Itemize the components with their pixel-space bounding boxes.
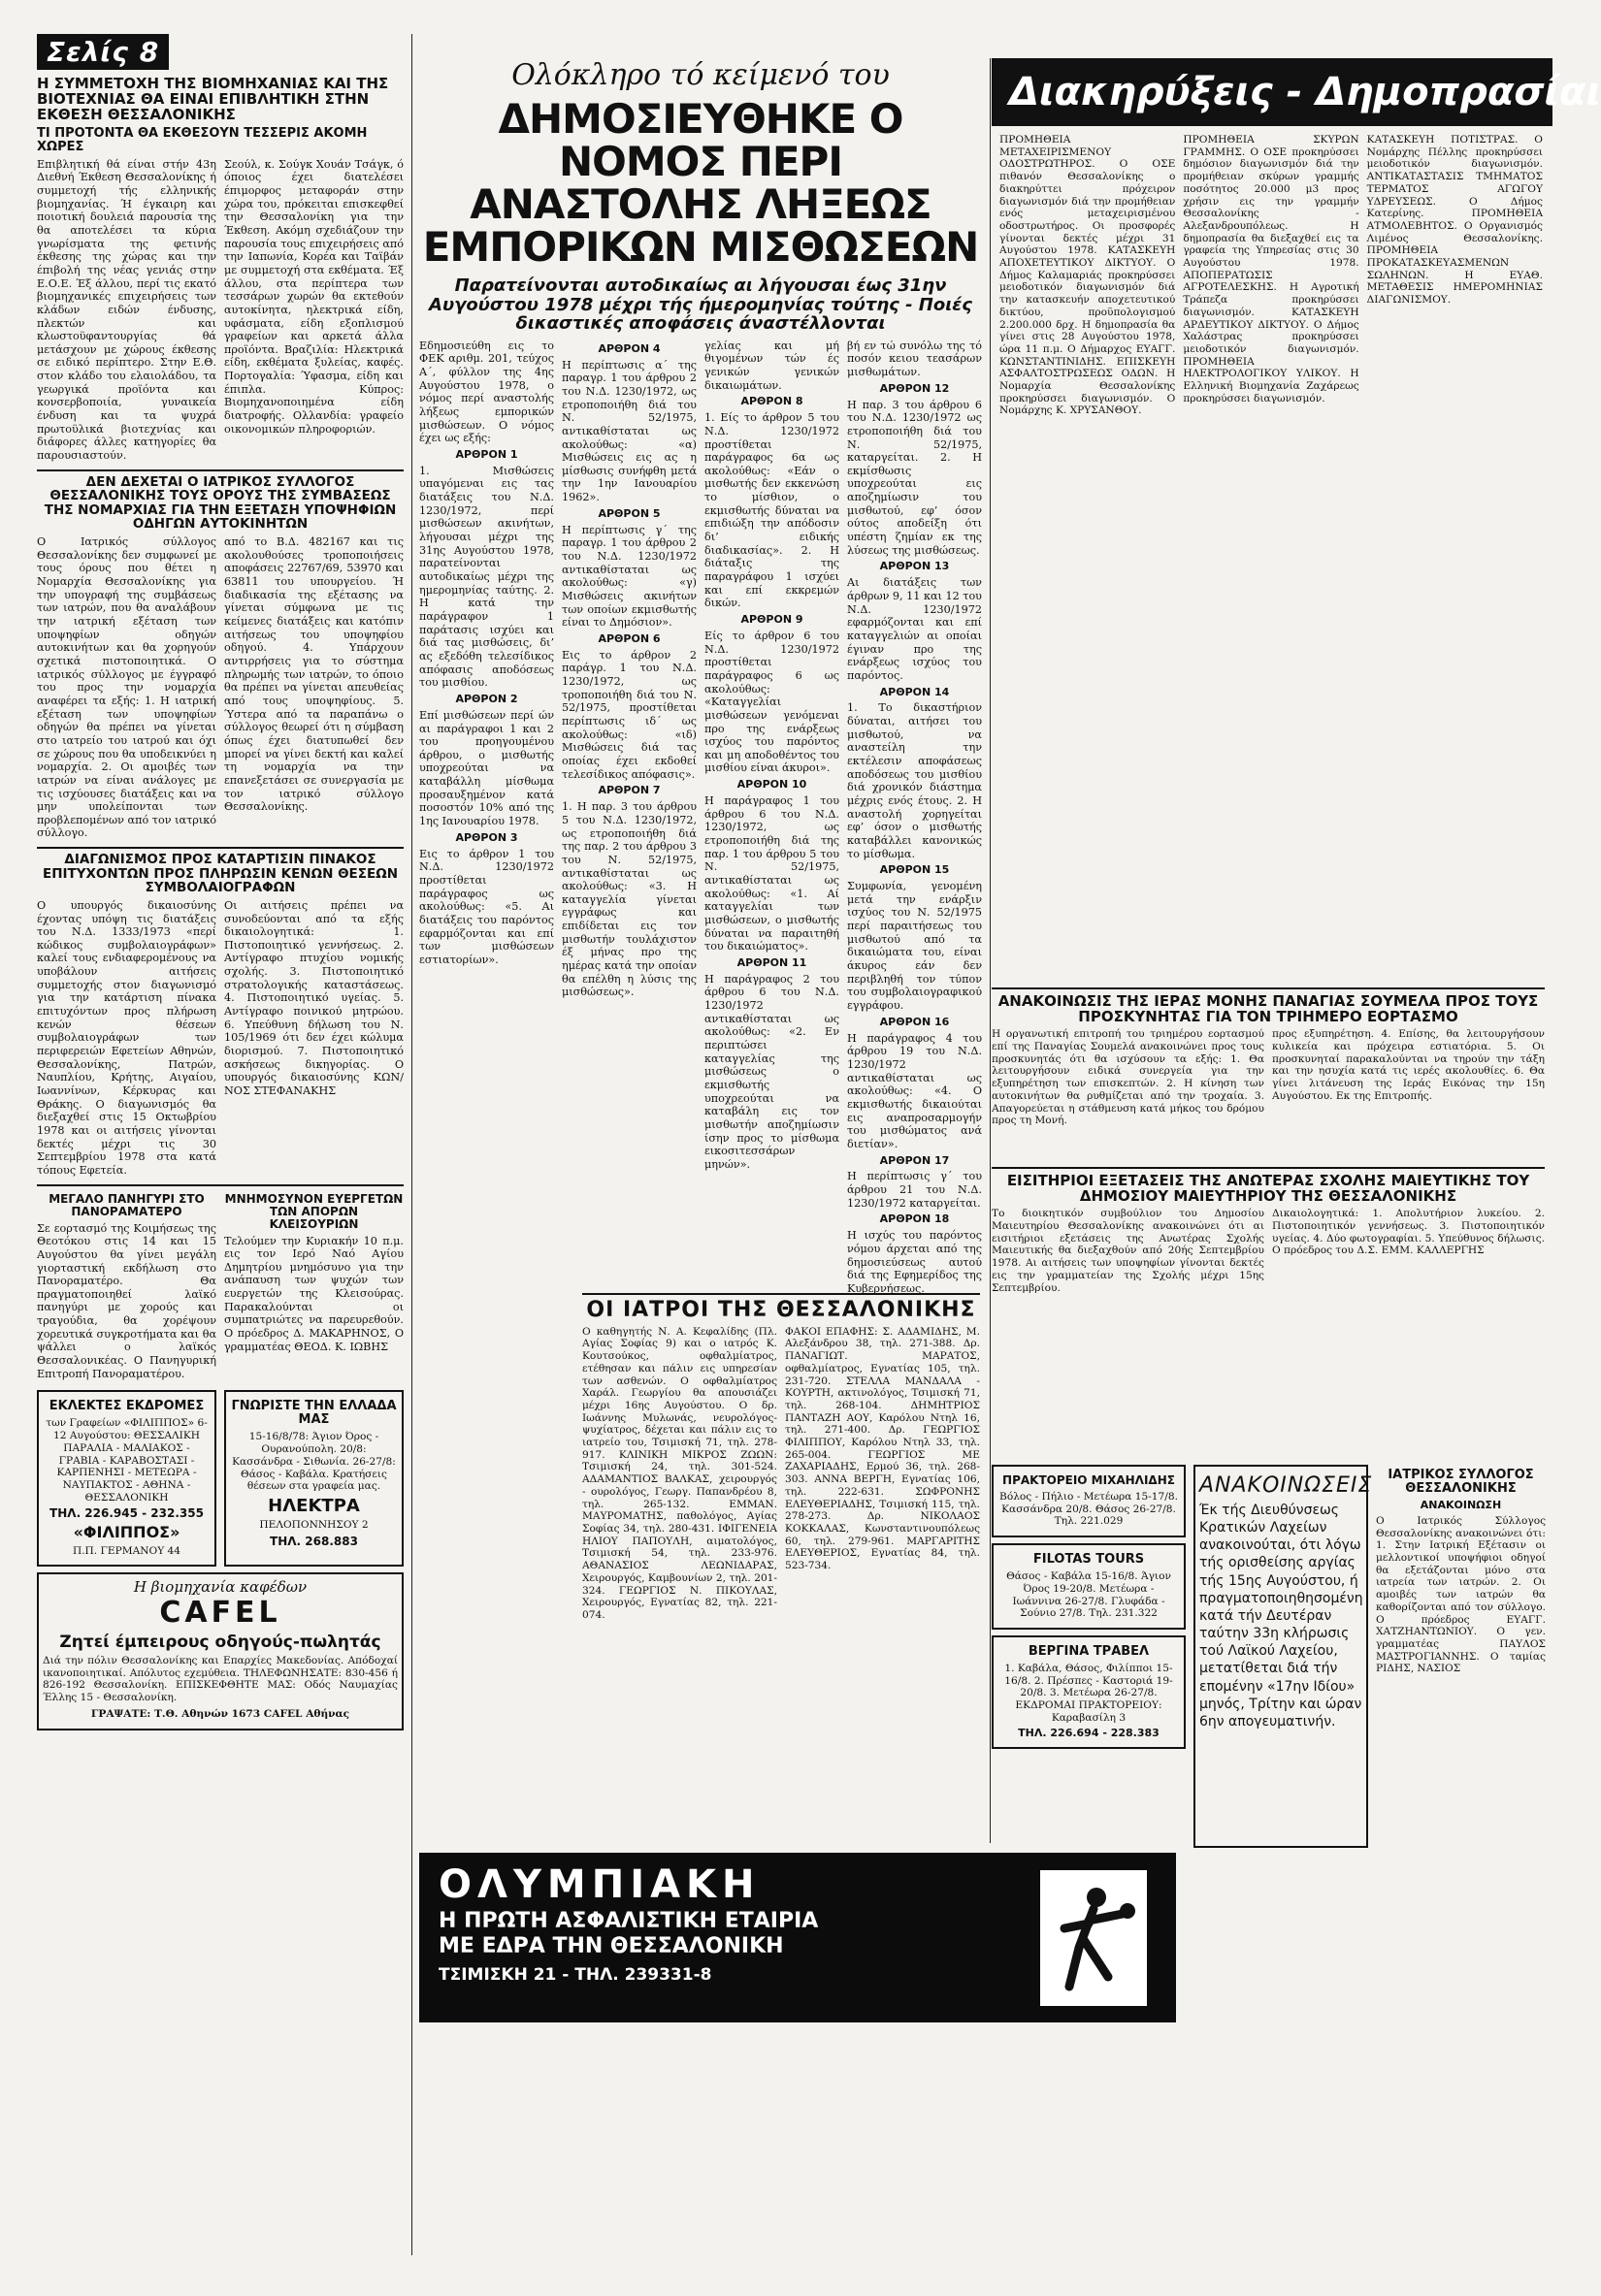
article-5-heading: ΑΡΘΡΟΝ 5 bbox=[598, 506, 661, 520]
olympiaki-address: ΤΣΙΜΙΣΚΗ 21 - ΤΗΛ. 239331-8 bbox=[439, 1964, 712, 1985]
olympiaki-line1: Η ΠΡΩΤΗ ΑΣΦΑΛΙΣΤΙΚΗ ΕΤΑΙΡΙΑ bbox=[439, 1909, 819, 1934]
notices-col3: ΚΑΤΑΣΚΕΥΗ ΠΟΤΙΣΤΡΑΣ. Ο Νομάρχης Πέλλης προκηρύσσει μειοδοτικόν διαγωνισμόν. ΑΝΤΙΚΑΤΑΣΤΑΣΙΣ ΤΜΗΜΑΤΟΣ ΤΕΡΜΑΤΟΣ ΑΓΩΓΟΥ ΥΔΡΕΥΣΕΩΣ. Ο Δήμος Κατερίνης. ΠΡΟΜΗΘΕΙΑ ΑΤΜΟΛΕΒΗΤΟΣ. Ο Οργανισμός Λιμένος Θεσσαλονίκης. ΠΡΟΜΗΘΕΙΑ ΠΡΟΚΑΤΑΣΚΕΥΑΣΜΕΝΩΝ ΣΩΛΗΝΩΝ. Η ΕΥΑΘ. ΜΕΤΑΘΕΣΙΣ ΗΜΕΡΟΜΗΝΙΑΣ ΔΙΑΓΩΝΙΣΜΟΥ. bbox=[1366, 134, 1543, 307]
article-14-heading: ΑΡΘΡΟΝ 14 bbox=[879, 685, 950, 698]
industry-article-col2: Σεούλ, κ. Σούγκ Χουάν Τσάγκ, ό όποιος έχει διατελέσει έπιμορφος μεταφοράν στην χώρα του, πρόκειται επισκεφθεί την Θεσσαλονίκη για την Έκθεση. Ακόμη σχεδιάζουν την παρουσία τους επιχειρήσεις από την Ιαπωνία, Κορέα και Ταϊβάν με συμμετοχή στα εκθέματα. Έξ άλλου, στα περίπτερα των τεσσάρων χωρών θα εκτεθούν αυτοκίνητα, ηλεκτρικά είδη, υφάσματα, είδη εξοπλισμού γραφείων και αρκετά άλλα προϊόντα. Βραζιλία: Ηλεκτρικά είδη, εκθέματα ξυλείας, καφές. Πορτογαλία: Ύφασμα, είδη και έπιπλα. Κύπρος: Βιομηχανοποιημένα είδη διατροφής. Ολλανδία: γραφείο οικονομικών πληροφοριών. bbox=[224, 157, 404, 436]
article-1-heading: ΑΡΘΡΟΝ 1 bbox=[455, 447, 518, 461]
travel-ad-3 bbox=[992, 1635, 1186, 1749]
law-body-col3 bbox=[704, 340, 839, 1300]
article-17-text: Η περίπτωσις γ΄ του άρθρου 21 του Ν.Δ. 1230/1972 καταργείται. bbox=[847, 1170, 982, 1210]
travel-ad-3-name: ΒΕΡΓΙΝΑ ΤΡΑΒΕΛ bbox=[1028, 1643, 1150, 1659]
travel-ad-1-name: ΠΡΑΚΤΟΡΕΙΟ ΜΙΧΑΗΛΙΔΗΣ bbox=[1002, 1473, 1175, 1487]
article-12-heading: ΑΡΘΡΟΝ 12 bbox=[879, 381, 950, 395]
memorial-headline: ΜΝΗΜΟΣΥΝΟΝ ΕΥΕΡΓΕΤΩΝ ΤΩΝ ΑΠΟΡΩΝ ΚΛΕΙΣΟΥΡΙΩΝ bbox=[224, 1191, 404, 1231]
announcements-text: Έκ τής Διευθύνσεως Κρατικών Λαχείων ανακοινούται, ότι λόγω τής ορισθείσης αργίας τής 15ης Αυγούστου, ή πραγματοποιηθησομένη κατά τήν Δευτέραν ταύτην 33η κλήρωσις τού Λαϊκού Λαχείου, μετατίθεται διά τήν επομένην «17ην Ιδίου» μηνός, Τρίτην και ώραν 6ην απογευματινήν. bbox=[1199, 1502, 1363, 1730]
law-title: ΔΗΜΟΣΙΕΥΘΗΚΕ Ο ΝΟΜΟΣ ΠΕΡΙ ΑΝΑΣΤΟΛΗΣ ΛΗΞΕΩΣ ΕΜΠΟΡΙΚΩΝ ΜΙΣΘΩΣΕΩΝ bbox=[422, 95, 979, 272]
article-16-heading: ΑΡΘΡΟΝ 16 bbox=[879, 1015, 950, 1028]
article-6-heading: ΑΡΘΡΟΝ 6 bbox=[598, 631, 661, 645]
article-15-text: Συμφωνία, γενομένη μετά την ενάρξιν ισχύος του Ν. 52/1975 περί παραιτήσεως του μισθωτού από τα δικαιώματα του, είναι άκυρος εάν δεν περιβληθή τον τύπον του συμβολαιογραφικού εγγράφου. bbox=[847, 880, 982, 1013]
doctor-assoc-heading: ΙΑΤΡΙΚΟΣ ΣΥΛΛΟΓΟΣ ΘΕΣΣΑΛΟΝΙΚΗΣ bbox=[1388, 1468, 1534, 1497]
doctors-heading: ΟΙ ΙΑΤΡΟΙ ΤΗΣ ΘΕΣΣΑΛΟΝΙΚΗΣ bbox=[586, 1298, 976, 1322]
announcements-title: ΑΝΑΚΟΙΝΩΣΕΙΣ bbox=[1199, 1473, 1373, 1498]
travel-ad-2 bbox=[992, 1543, 1186, 1630]
law-kicker: Ολόκληρο τό κείμενό του bbox=[511, 58, 890, 92]
article-10-text: Η παράγραφος 1 του άρθρου 6 του Ν.Δ. 1230/1972, ως ετροποποιήθη διά της παρ. 1 του άρθρου 5 του Ν. 52/1975, αντικαθίσταται ως ακολούθως: «1. Αί καταγγελίαι των μισθώσεων, ο μισθωτής δύναται να παραιτηθή του δικαιώματος». bbox=[704, 794, 839, 954]
article-17-heading: ΑΡΘΡΟΝ 17 bbox=[879, 1153, 950, 1167]
doctors-col1: Ο καθηγητής Ν. Α. Κεφαλίδης (Πλ. Αγίας Σοφίας 9) και ο ιατρός Κ. Κουτσούκος, οφθαλμίατρος, ετέθησαν και πάλιν εις υπηρεσίαν των ασθενών. Ο οφθαλμίατρος Χαράλ. Γεωργίου θα απουσιάζει μέχρι 16ης Αυγούστου. Ο δρ. Ιωάννης Μυλωνάς, νευρολόγος-ψυχίατρος, δέχεται και πάλιν εις το ιατρείο του, Τσιμισκή 71, τηλ. 278-917. ΚΛΙΝΙΚΗ ΜΙΚΡΟΣ ΖΩΩΝ: Τσιμισκή 24, τηλ. 301-524. ΑΔΑΜΑΝΤΙΟΣ ΒΑΛΚΑΣ, χειρουργός - ουρολόγος, Γεωργ. Παπανδρέου 8, τηλ. 265-132. ΕΜΜΑΝ. ΜΑΥΡΟΜΑΤΗΣ, παθολόγος, Αγίας Σοφίας 34, τηλ. 280-431. ΙΦΙΓΕΝΕΙΑ ΗΛΙΟΥ ΠΑΠΟΥΛΗ, αιματολόγος, Τσιμισκή 54, τηλ. 233-976. ΑΘΑΝΑΣΙΟΣ ΛΕΩΝΙΔΑΡΑΣ, Χειρουργός, Καμβουνίων 2, τηλ. 201-324. ΓΕΩΡΓΙΟΣ Ν. ΠΙΚΟΥΛΑΣ, Χειρουργός, Εγνατίας 82, τηλ. 221-074. bbox=[582, 1325, 777, 1621]
filippos-ad-address: Π.Π. ΓΕΡΜΑΝΟΥ 44 bbox=[72, 1544, 181, 1557]
cafel-brand: CAFEL bbox=[159, 1596, 281, 1631]
article-4-text: Η περίπτωσις α΄ της παραγρ. 1 του άρθρου 2 του Ν.Δ. 1230/1972, ως ετροποποιήθη διά του Ν. 52/1975, αντικαθίσταται ως ακολούθως: «α) Μισθώσεις εις ας η μίσθωσις συνήφθη μετά την 1ην Ιανουαρίου 1962». bbox=[562, 358, 697, 504]
exams-col1: Το διοικητικόν συμβούλιον του Δημοσίου Μαιευτηρίου Θεσσαλονίκης ανακοινώνει ότι αι εισιτήριοι εξετάσεις της Ανωτέρας Σχολής Μαιευτικής θα διεξαχθούν από 20ής Σεπτεμβρίου 1978. Αι αιτήσεις των υποψηφίων γίνονται δεκτές εις την γραμματείαν της Σχολής μέχρι 15ης Σεπτεμβρίου. bbox=[992, 1208, 1264, 1294]
article-7-heading: ΑΡΘΡΟΝ 7 bbox=[598, 784, 661, 797]
travel-ad-3-text: 1. Καβάλα, Θάσος, Φιλίπποι 15-16/8. 2. Πρέσπες - Καστοριά 19-20/8. 3. Μετέωρα 26-27/8. ΕΚΔΡΟΜΑΙ ΠΡΑΚΤΟΡΕΙΟΥ: Καραβασίλη 3 bbox=[1004, 1662, 1173, 1724]
medical-assoc-col2: από το Β.Δ. 482167 και τις ακολουθούσες τροποποιήσεις αποφάσεις 22767/69, 53970 και 63811 του υπουργείου. Ή διαδικασία της εξέτασης να γίνεται σύμφωνα με τις κείμενες διατάξεις και κατόπιν αιτήσεως του υποψηφίου οδηγού. 4. Υπάρχουν αντιρρήσεις για το σύστημα πληρωμής των ιατρών, το όποιο θα πρέπει να γίνεται απευθείας από τους υποψηφίους. 5. Ύστερα από τα παραπάνω ο σύλλογος θεωρεί ότι η σύμβαση όπως έχει διατυπωθεί δεν μπορεί να γίνει δεκτή και καλεί τη νομαρχία να την επανεξετάσει σε συνεργασία με τον ιατρικό σύλλογο Θεσσαλονίκης. bbox=[224, 535, 404, 814]
article-13-text: Αι διατάξεις των άρθρων 9, 11 και 12 του Ν.Δ. 1230/1972 εφαρμόζονται και επί καταγγελιών αι οποίαι έγιναν προ της ενάρξεως ισχύος του παρόντος. bbox=[847, 576, 982, 682]
olympiaki-ad bbox=[419, 1853, 1176, 2022]
article-2-heading: ΑΡΘΡΟΝ 2 bbox=[455, 692, 518, 705]
cafel-ad-footer: ΓΡΑΨΑΤΕ: Τ.Θ. Αθηνών 1673 CAFEL Αθήνας bbox=[90, 1707, 350, 1720]
industry-subheadline: ΤΙ ΠΡΟΤΟΝΤΑ ΘΑ ΕΚΘΕΣΟΥΝ ΤΕΣΣΕΡΙΣ ΑΚΟΜΗ ΧΩΡΕΣ bbox=[37, 125, 368, 154]
doctor-assoc-notice bbox=[1376, 1465, 1546, 2241]
filippos-ad-tel: ΤΗΛ. 226.945 - 232.355 bbox=[49, 1506, 204, 1521]
article-8-text: 1. Είς το άρθρον 5 του Ν.Δ. 1230/1972 προστίθεται παράγραφος 6α ως ακολούθως: «Εάν ο μισθωτής δεν εκκενώση το μίσθιον, ο εκμισθωτής δύναται να επιδιώξη την απόδοσιν δι’ ειδικής διαδικασίας». 2. Η διάταξις της παραγράφου 1 ισχύει και επί εκκρεμών δικών. bbox=[704, 411, 839, 610]
article-2-text: Επί μισθώσεων περί ών αι παράγραφοι 1 και 2 του προηγουμένου άρθρου, ο μισθωτής υποχρεούται να καταβάλλη μίσθωμα προσαυξημένον κατά ποσοστόν 10% από της 1ης Ιανουαρίου 1978. bbox=[419, 708, 554, 828]
discus-thrower-icon bbox=[1040, 1870, 1147, 2006]
law-col4-lead: βή εν τώ συνόλω της τό ποσόν κειου τεασάρων μισθωμάτων. bbox=[847, 339, 982, 378]
medical-assoc-headline: ΔΕΝ ΔΕΧΕΤΑΙ Ο ΙΑΤΡΙΚΟΣ ΣΥΛΛΟΓΟΣ ΘΕΣΣΑΛΟΝΙΚΗΣ ΤΟΥΣ ΟΡΟΥΣ ΤΗΣ ΣΥΜΒΑΣΕΩΣ ΤΗΣ ΝΟΜΑΡΧΙΑΣ ΓΙΑ ΤΗΝ ΕΞΕΤΑΣΗ ΥΠΟΨΗΦΙΩΝ ΟΔΗΓΩΝ ΑΥΤΟΚΙΝΗΤΩΝ bbox=[44, 473, 397, 533]
notary-col2: Οι αιτήσεις πρέπει να συνοδεύονται από τα εξής δικαιολογητικά: 1. Πιστοποιητικό γεννήσεως. 2. Αντίγραφο πτυχίου νομικής σχολής. 3. Πιστοποιητικό στρατολογικής καταστάσεως. 4. Πιστοποιητικό υγείας. 5. Αντίγραφο ποινικού μητρώου. 6. Υπεύθυνη δήλωση του Ν. 105/1969 ότι δεν έχει κώλυμα διορισμού. 7. Πιστοποιητικό ασκήσεως δικηγορίας. Ο υπουργός δικαιοσύνης ΚΩΝ/ΝΟΣ ΣΤΕΦΑΝΑΚΗΣ bbox=[224, 898, 404, 1098]
medical-assoc-article bbox=[37, 535, 404, 844]
ilektra-ad-tel: ΤΗΛ. 268.883 bbox=[270, 1535, 358, 1549]
article-9-heading: ΑΡΘΡΟΝ 9 bbox=[740, 613, 803, 627]
article-12-text: Η παρ. 3 του άρθρου 6 του Ν.Δ. 1230/1972 ως ετροποποιήθη διά του Ν. 52/1975, καταργείται. 2. Η εκμίσθωσις υποχρεούται εις αποζημίωσιν του μισθωτού, εφ’ όσον ούτος αποδείξη ότι υπέστη ζημίαν εκ της λύσεως της μισθώσεως. bbox=[847, 398, 982, 557]
cafel-ad bbox=[37, 1572, 404, 1730]
doctor-assoc-text: Ο Ιατρικός Σύλλογος Θεσσαλονίκης ανακοινώνει ότι: 1. Στην Ιατρική Εξέτασιν οι μελλοντικοί υποψήφιοι οδηγοί θα εξετάζονται μόνο στα ιατρεία των ιατρών. 2. Οι αμοιβές των ιατρών θα καθορίζονται από τον σύλλογο. Ο πρόεδρος ΕΥΑΓΓ. ΧΑΤΖΗΑΝΤΩΝΙΟΥ. Ο γεν. γραμματέας ΠΑΥΛΟΣ ΜΑΣΤΡΟΓΙΑΝΝΗΣ. Ο ταμίας ΡΙΔΗΣ, ΝΑΣΙΟΣ bbox=[1376, 1514, 1546, 1675]
filippos-ad-text: των Γραφείων «ΦΙΛΙΠΠΟΣ» 6-12 Αυγούστου: ΘΕΣΣΑΛΙΚΗ ΠΑΡΑΛΙΑ - ΜΑΛΙΑΚΟΣ - ΓΡΑΒΙΑ - ΚΑΡΑΒΟΣΤΑΣΙ - ΚΑΡΠΕΝΗΣΙ - ΜΕΤΕΩΡΑ - ΝΑΥΠΑΚΤΟΣ - ΑΘΗΝΑ - ΘΕΣΣΑΛΟΝΙΚΗ bbox=[46, 1417, 208, 1504]
cafel-ad-details: Διά την πόλιν Θεσσαλονίκης και Επαρχίες Μακεδονίας. Απόδοχαί ικανοποιητικαί. Απόλυτος εχεμύθεια. ΤΗΛΕΦΩΝΗΣΑΤΕ: 830-456 ή 826-192 Θεσσαλονίκη. ΕΠΙΣΚΕΦΘΗΤΕ ΜΑΣ: Οδός Ναυμαχίας Έλλης 15 - Θεσσαλονίκη. bbox=[43, 1655, 398, 1704]
article-6-text: Εις το άρθρον 2 παράγρ. 1 του Ν.Δ. 1230/1972, ως τροποποιήθη διά του Ν. 52/1975, προστίθεται περίπτωσις ιδ΄ ως ακολούθως: «ιδ) Μισθώσεις διά τας οποίας έχει εκδοθεί τελεσίδικος απόφασις». bbox=[562, 648, 697, 781]
notary-col1: Ο υπουργός δικαιοσύνης έχοντας υπόψη τις διατάξεις του Ν.Δ. 1333/1973 «περί κώδικος συμβολαιογράφων» καλεί τους ενδιαφερομένους να υποβάλουν αιτήσεις συμμετοχής στον διαγωνισμό για την κατάρτιση πίνακα επιτυχόντων προς πλήρωση κενών θέσεων συμβολαιογράφων των περιφερειών Εφετείων Αθηνών, Θεσσαλονίκης, Πατρών, Ναυπλίου, Κρήτης, Αιγαίου, Ιωαννίνων, Κέρκυρας και Θράκης. Ο διαγωνισμός θα διεξαχθεί στις 15 Οκτωβρίου 1978 και οι αιτήσεις γίνονται δεκτές μέχρι τις 30 Σεπτεμβρίου 1978 στα κατά τόπους Εφετεία. bbox=[37, 898, 216, 1177]
article-14-text: 1. Το δικαστήριον δύναται, αιτήσει του μισθωτού, να αναστείλη την εκτέλεσιν αποφάσεως αποδόσεως του μισθίου διά χρονικόν διάστημα μέχρις ενός έτους. 2. Η αναστολή χορηγείται εφ’ όσον ο μισθωτής καταβάλλει κανονικώς το μίσθωμα. bbox=[847, 701, 982, 860]
filippos-ad bbox=[37, 1390, 216, 1567]
page-label: Σελίς 8 bbox=[37, 34, 169, 70]
travel-ad-1-text: Βόλος - Πήλιο - Μετέωρα 15-17/8. Κασσάνδρα 20/8. Θάσος 26-27/8. Τηλ. 221.029 bbox=[999, 1490, 1178, 1528]
law-body bbox=[419, 340, 982, 1300]
notices-banner: Διακηρύξεις - Δημοπρασίαι bbox=[992, 58, 1552, 126]
industry-article-col1: Επιβλητική θά είναι στήν 43η Διεθνή Έκθεση Θεσσαλονίκης ή συμμετοχή τής ελληνικής βιομηχανίας. Ή έγκαιρη και ποιοτική δουλειά παρουσία της θα αποτελέσει τα κύρια γνωρίσματα της φετινής έκθεσης της χώρας και την έπιβολή της νέας γενιάς στην Ε.Ο.Ε. Έξ άλλου, περί τις εκατό βιομηχανικές επιχειρήσεις των κλάδων ειδών ένδυσης, πλεκτών και κλωστοϋφαντουργίας θά μετάσχουν με χώρους έκθεσης σε ειδικό περίπτερο. Στην Ε.Θ. στον κλάδο του ελαιολάδου, τα γεωργικά προϊόντα και κονσερβοποιία, γυναικεία ένδυση και τα ψυχρά πρωτοϋλικά βιοτεχνίας και διάφορες άλλες κατηγορίες θα παρουσιαστούν. bbox=[37, 157, 216, 463]
travel-ad-1 bbox=[992, 1465, 1186, 1537]
travel-ad-2-text: Θάσος - Καβάλα 15-16/8. Άγιον Όρος 19-20/8. Μετέωρα - Ιωάννινα 26-27/8. Γλυφάδα - Σούνιο 27/8. Τηλ. 231.322 bbox=[1006, 1570, 1171, 1620]
law-body-col4 bbox=[847, 340, 982, 1300]
medical-assoc-col1: Ο Ιατρικός σύλλογος Θεσσαλονίκης δεν συμφωνεί με τους όρους που θέτει η Νομαρχία Θεσσαλονίκης για την υπογραφή της συμβάσεως των ιατρών, που θα αναλάβουν την ιατρική εξέταση των υποψηφίων οδηγών αυτοκινήτων και θα χορηγούν σχετικά πιστοποιητικά. Ο ιατρικός σύλλογος με έγγραφό του προς την νομαρχία αναφέρει τα εξής: 1. Η ιατρική εξέταση των υποψηφίων οδηγών θα πρέπει να γίνεται στο ιατρείο του ιατρού και όχι σε χώρους που θα υποδεικνύει η νομαρχία. 2. Οι αμοιβές των ιατρών να είναι ανάλογες με τις ισχύουσες διατάξεις και να μην υπολείπονται των προβλεπομένων από τον ιατρικό σύλλογο. bbox=[37, 535, 216, 840]
article-1-text: 1. Μισθώσεις υπαγόμεναι εις τας διατάξεις του Ν.Δ. 1230/1972, περί μισθώσεων ακινήτων, λήγουσαι μέχρι της 31ης Αυγούστου 1978, παρατείνονται αυτοδικαίως μέχρι της ημερομηνίας ταύτης. 2. Η κατά την παράγραφον 1 παράτασις ισχύει και διά τας μισθώσεις, δι’ ας εξεδόθη τελεσίδικος απόφασις αποδόσεως του μισθίου. bbox=[419, 464, 554, 690]
notices-col2: ΠΡΟΜΗΘΕΙΑ ΣΚΥΡΩΝ ΓΡΑΜΜΗΣ. Ο ΟΣΕ προκηρύσσει δημόσιον διαγωνισμόν διά την προμήθειαν σκύρων γραμμής ποσότητος 20.000 μ3 προς χρήσιν εις την γραμμήν Θεσσαλονίκης - Αλεξανδρουπόλεως. Η δημοπρασία θα διεξαχθεί εις τα γραφεία της Υπηρεσίας στις 30 Αυγούστου 1978. ΑΠΟΠΕΡΑΤΩΣΙΣ ΑΓΡΟΤΕΛΕΣΚΗΣ. Η Αγροτική Τράπεζα προκηρύσσει διαγωνισμόν. ΚΑΤΑΣΚΕΥΗ ΑΡΔΕΥΤΙΚΟΥ ΔΙΚΤΥΟΥ. Ο Δήμος Χαλάστρας προκηρύσσει μειοδοτικόν διαγωνισμόν. ΠΡΟΜΗΘΕΙΑ ΗΛΕΚΤΡΟΛΟΓΙΚΟΥ ΥΛΙΚΟΥ. Η Ελληνική Βιομηχανία Ζαχάρεως προκηρύσσει διαγωνισμόν. bbox=[1183, 134, 1359, 404]
festival-text: Σε εορτασμό της Κοιμήσεως της Θεοτόκου στις 14 και 15 Αυγούστου θα γίνει μεγάλη γιορταστική εκδήλωση στο Πανοραματέρο. Θα πραγματοποιηθεί λαϊκό πανηγύρι με χορούς και τραγούδια, θα χορέψουν χορευτικά συγκροτήματα και θα ψάλλει ο λαϊκός Θεσσαλονικέας. Ο Πανηγυρική Επιτροπή Πανοραματέρου. bbox=[37, 1221, 216, 1380]
doctors-col2: ΦΑΚΟΙ ΕΠΑΦΗΣ: Σ. ΑΔΑΜΙΔΗΣ, Μ. Αλεξάνδρου 38, τηλ. 271-388. Δρ. ΠΑΝΑΓΙΩΤ. ΜΑΡΑΤΟΣ, οφθαλμίατρος, Εγνατίας 105, τηλ. 231-720. ΣΤΕΛΛΑ ΜΑΝΔΑΛΑ - ΚΟΥΡΤΗ, ακτινολόγος, Τσιμισκή 71, τηλ. 268-104. ΔΗΜΗΤΡΙΟΣ ΠΑΝΤΑΖΗ ΑΟΥ, Καρόλου Ντηλ 16, τηλ. 271-400. Δρ. ΓΕΩΡΓΙΟΣ ΦΙΛΙΠΠΟΥ, Καρόλου Ντηλ 33, τηλ. 265-004. ΓΕΩΡΓΙΟΣ ΜΕ ΖΑΧΑΡΙΑΔΗΣ, Ερμού 36, τηλ. 268-303. ΑΝΝΑ ΒΕΡΓΗ, Εγνατίας 106, τηλ. 222-631. ΣΩΦΡΟΝΗΣ ΕΛΕΥΘΕΡΙΑΔΗΣ, Τσιμισκή 115, τηλ. 278-273. Δρ. ΝΙΚΟΛΑΟΣ ΚΟΚΚΑΛΑΣ, Κωνσταντινουπόλεως 60, τηλ. 279-961. ΜΑΡΓΑΡΙΤΗΣ ΕΛΕΥΘΕΡΙΟΣ, Εγνατίας 84, τηλ. 523-734. bbox=[785, 1325, 980, 1572]
doctor-assoc-sub: ΑΝΑΚΟΙΝΩΣΗ bbox=[1420, 1499, 1502, 1512]
article-15-heading: ΑΡΘΡΟΝ 15 bbox=[879, 863, 950, 877]
law-col3-lead: γελίας και μή θιγομένων τών ές γενικών γενικών δικαιωμάτων. bbox=[704, 339, 839, 392]
article-13-heading: ΑΡΘΡΟΝ 13 bbox=[879, 560, 950, 573]
ilektra-ad-address: ΠΕΛΟΠΟΝΝΗΣΟΥ 2 bbox=[259, 1519, 369, 1532]
article-11-text: Η παράγραφος 2 του άρθρου 6 του Ν.Δ. 1230/1972 αντικαθίσταται ως ακολούθως: «2. Εν περιπτώσει καταγγελίας της μισθώσεως ο εκμισθωτής υποχρεούται να καταβάλη εις τον μισθωτήν αποζημίωσιν ίσην προς το μίσθωμα εικοσιτεσσάρων μηνών». bbox=[704, 972, 839, 1171]
exams-col2: Δικαιολογητικά: 1. Απολυτήριον λυκείου. 2. Πιστοποιητικόν γεννήσεως. 3. Πιστοποιητικόν υγείας. 4. Δύο φωτογραφίαι. 5. Υπεύθυνος δήλωσις. Ο πρόεδρος του Δ.Σ. ΕΜΜ. ΚΑΛΛΕΡΓΗΣ bbox=[1272, 1208, 1545, 1257]
law-body-col1 bbox=[419, 340, 554, 1300]
ilektra-ad-name: ΗΛΕΚΤΡΑ bbox=[268, 1496, 360, 1516]
exams-headline: ΕΙΣΙΤΗΡΙΟΙ ΕΞΕΤΑΣΕΙΣ ΤΗΣ ΑΝΩΤΕΡΑΣ ΣΧΟΛΗΣ ΜΑΙΕΥΤΙΚΗΣ ΤΟΥ ΔΗΜΟΣΙΟΥ ΜΑΙΕΥΤΗΡΙΟΥ ΤΗΣ ΘΕΣΣΑΛΟΝΙΚΗΣ bbox=[1006, 1172, 1530, 1206]
announcements bbox=[1193, 1465, 1373, 1848]
law-body-col2 bbox=[562, 340, 697, 1300]
article-18-text: Η ισχύς του παρόντος νόμου άρχεται από της δημοσιεύσεως αυτού διά της Εφημερίδος της Κυβερνήσεως. bbox=[847, 1229, 982, 1295]
article-3-heading: ΑΡΘΡΟΝ 3 bbox=[455, 830, 518, 844]
industry-article bbox=[37, 158, 404, 467]
article-8-heading: ΑΡΘΡΟΝ 8 bbox=[740, 395, 803, 408]
article-18-heading: ΑΡΘΡΟΝ 18 bbox=[879, 1213, 950, 1226]
left-column bbox=[37, 34, 404, 2255]
filippos-ad-heading: ΕΚΛΕΚΤΕΣ ΕΚΔΡΟΜΕΣ bbox=[49, 1399, 205, 1414]
exams-notice bbox=[992, 1164, 1545, 1455]
travel-ad-2-name: FILOTAS TOURS bbox=[1032, 1552, 1145, 1568]
article-16-text: Η παράγραφος 4 του άρθρου 19 του Ν.Δ. 1230/1972 αντικαθίσταται ως ακολούθως: «4. Ο εκμισθωτής δικαιούται εις αναπροσαρμογήν του μισθώματος ανά διετίαν». bbox=[847, 1031, 982, 1150]
article-7-text: 1. Η παρ. 3 του άρθρου 5 του Ν.Δ. 1230/1972, ως ετροποποιήθη διά της παρ. 2 του άρθρου 3 του Ν. 52/1975, αντικαθίσταται ως ακολούθως: «3. Η καταγγελία γίνεται εγγράφως και επιδίδεται εις τον μισθωτήν τουλάχιστον έξ μήνας προ της ημέρας κατά την οποίαν θα επέλθη η λύσις της μισθώσεως». bbox=[562, 800, 697, 999]
festival-and-memorial bbox=[37, 1189, 404, 1385]
monastery-headline: ΑΝΑΚΟΙΝΩΣΙΣ ΤΗΣ ΙΕΡΑΣ ΜΟΝΗΣ ΠΑΝΑΓΙΑΣ ΣΟΥΜΕΛΑ ΠΡΟΣ ΤΟΥΣ ΠΡΟΣΚΥΝΗΤΑΣ ΓΙΑ ΤΟΝ ΤΡΙΗΜΕΡΟ ΕΟΡΤΑΣΜΟ bbox=[997, 992, 1539, 1026]
cafel-ad-top: Η βιομηχανία καφέδων bbox=[133, 1578, 308, 1597]
law-intro: Εδημοσιεύθη εις το ΦΕΚ αριθμ. 201, τεύχος Α΄, φύλλον της 4ης Αυγούστου 1978, ο νόμος περί αναστολής λήξεως εμπορικών μισθώσεων. Ο νόμος έχει ως εξής: bbox=[419, 339, 554, 445]
notices-col1: ΠΡΟΜΗΘΕΙΑ ΜΕΤΑΧΕΙΡΙΣΜΕΝΟΥ ΟΔΟΣΤΡΩΤΗΡΟΣ. Ο ΟΣΕ πιθανόν Θεσσαλονίκης ο διακηρύττει πρόχειρον διαγωνισμόν διά την προμήθειαν ενός μεταχειρισμένου οδοστρωτήρος. Οι προσφορές γίνονται δεκτές μέχρι 31 Αυγούστου 1978. ΚΑΤΑΣΚΕΥΗ ΑΠΟΧΕΤΕΥΤΙΚΟΥ ΔΙΚΤΥΟΥ. Ο Δήμος Καλαμαριάς προκηρύσσει μειοδοτικόν διαγωνισμόν διά την κατασκευήν αποχετευτικού δικτύου, προϋπολογισμού 2.200.000 δρχ. Η δημοπρασία θα γίνει στις 28 Αυγούστου 1978, ώρα 11 π.μ. Ο Δήμαρχος ΕΥΑΓΓ. ΚΩΝΣΤΑΝΤΙΝΙΔΗΣ. ΕΠΙΣΚΕΥΗ ΑΣΦΑΛΤΟΣΤΡΩΣΕΩΣ ΟΔΩΝ. Η Νομαρχία Θεσσαλονίκης προκηρύσσει διαγωνισμόν. Ο Νομάρχης Κ. ΧΡΥΣΑΝΘΟΥ. bbox=[999, 134, 1176, 417]
industry-headline: Η ΣΥΜΜΕΤΟΧΗ ΤΗΣ ΒΙΟΜΗΧΑΝΙΑΣ ΚΑΙ ΤΗΣ ΒΙΟΤΕΧΝΙΑΣ ΘΑ ΕΙΝΑΙ ΕΠΙΒΛΗΤΙΚΗ ΣΤΗΝ ΕΚΘΕΣΗ ΘΕΣΣΑΛΟΝΙΚΗΣ bbox=[37, 75, 389, 124]
notary-headline: ΔΙΑΓΩΝΙΣΜΟΣ ΠΡΟΣ ΚΑΤΑΡΤΙΣΙΝ ΠΙΝΑΚΟΣ ΕΠΙΤΥΧΟΝΤΩΝ ΠΡΟΣ ΠΛΗΡΩΣΙΝ ΚΕΝΩΝ ΘΕΣΕΩΝ ΣΥΜΒΟΛΑΙΟΓΡΑΦΩΝ bbox=[42, 852, 399, 896]
article-4-heading: ΑΡΘΡΟΝ 4 bbox=[598, 341, 661, 355]
ilektra-ad bbox=[224, 1390, 404, 1567]
ilektra-ad-text: 15-16/8/78: Άγιον Όρος - Ουρανούπολη. 20/8: Κασσάνδρα - Σιθωνία. 26-27/8: Θάσος - Καβάλα. Κρατήσεις θέσεων στα γραφεία μας. bbox=[232, 1431, 396, 1493]
monastery-col2: προς εξυπηρέτηση. 4. Επίσης, θα λειτουργήσουν κυλικεία και πρόχειρα εστιατόρια. 5. Οι προσκυνηταί παρακαλούνται να τηρούν την τάξη και την ησυχία κατά τις ιερές ακολουθίες. 6. Θα γίνει λιτάνευση της Ιεράς Εικόνας την 15η Αυγούστου. Εκ της Επιτροπής. bbox=[1272, 1028, 1545, 1102]
law-subtitle: Παρατείνονται αυτοδικαίως αι λήγουσαι έως 31ην Αυγούστου 1978 μέχρι τής ήμερομηνίας τούτης - Ποιές δικαστικές αποφάσεις άναστέλλονται bbox=[429, 275, 972, 335]
notices-section bbox=[999, 134, 1543, 978]
olympiaki-line2: ΜΕ ΕΔΡΑ ΤΗΝ ΘΕΣΣΑΛΟΝΙΚΗ bbox=[439, 1933, 784, 1958]
filippos-ad-name: «ΦΙΛΙΠΠΟΣ» bbox=[73, 1523, 180, 1542]
article-11-heading: ΑΡΘΡΟΝ 11 bbox=[736, 955, 807, 969]
monastery-notice bbox=[992, 985, 1545, 1159]
article-3-text: Εις το άρθρον 1 του Ν.Δ. 1230/1972 προστίθεται παράγραφος ως ακολούθως: «5. Αι διατάξεις του παρόντος εφαρμόζονται και επί των μισθώσεων εστιατορίων». bbox=[419, 847, 554, 966]
article-10-heading: ΑΡΘΡΟΝ 10 bbox=[736, 778, 807, 792]
cafel-ad-title: Ζητεί έμπειρους οδηγούς-πωλητάς bbox=[59, 1632, 381, 1652]
travel-ad-3-tel: ΤΗΛ. 226.694 - 228.383 bbox=[1018, 1727, 1160, 1740]
law-article bbox=[419, 58, 982, 1295]
memorial-text: Τελούμεν την Κυριακήν 10 π.μ. εις τον Ιερό Ναό Αγίου Δημητρίου μνημόσυνο για την ανάπαυση των ψυχών των ευεργετών της Κλεισούρας. Παρακαλούνται οι συμπατριώτες να παρευρεθούν. Ο πρόεδρος Δ. ΜΑΚΑΡΗΝΟΣ, Ο γραμματέας ΘΕΟΔ. Κ. ΙΩΒΗΣ bbox=[224, 1234, 404, 1353]
doctors-listing bbox=[582, 1290, 980, 1843]
travel-ads bbox=[992, 1465, 1186, 1848]
festival-headline: ΜΕΓΑΛΟ ΠΑΝΗΓΥΡΙ ΣΤΟ ΠΑΝΟΡΑΜΑΤΕΡΟ bbox=[49, 1191, 205, 1218]
ilektra-ad-heading: ΓΝΩΡΙΣΤΕ ΤΗΝ ΕΛΛΑΔΑ ΜΑΣ bbox=[231, 1399, 397, 1428]
notary-article bbox=[37, 899, 404, 1181]
article-9-text: Είς το άρθρον 6 του Ν.Δ. 1230/1972 προστίθεται παράγραφος 6 ως ακολούθως: «Καταγγελίαι μισθώσεων γενόμεναι προ της ενάρξεως ισχύος του παρόντος και μη αποδοθέντος του μισθίου είναι άκυροι». bbox=[704, 629, 839, 775]
monastery-col1: Η οργανωτική επιτροπή του τριημέρου εορτασμού επί της Παναγίας Σουμελά ανακοινώνει προς τους προσκυνητάς ότι θα ισχύσουν τα εξής: 1. Θα λειτουργήσουν ειδικά συνεργεία για την εξυπηρέτηση των επισκεπτών. 2. Η κίνηση των αυτοκινήτων θα ρυθμίζεται από την τροχαία. 3. Απαγορεύεται η στάθμευση κατά μήκος του δρόμου προς τη Μονή. bbox=[992, 1028, 1264, 1127]
olympiaki-brand: ΟΛΥΜΠΙΑΚΗ bbox=[439, 1862, 761, 1907]
article-5-text: Η περίπτωσις γ΄ της παραγρ. 1 του άρθρου 2 του Ν.Δ. 1230/1972 αντικαθίσταται ως ακολούθως: «γ) Μισθώσεις ακινήτων των οποίων εκμισθωτής είναι το Δημόσιον». bbox=[562, 523, 697, 630]
